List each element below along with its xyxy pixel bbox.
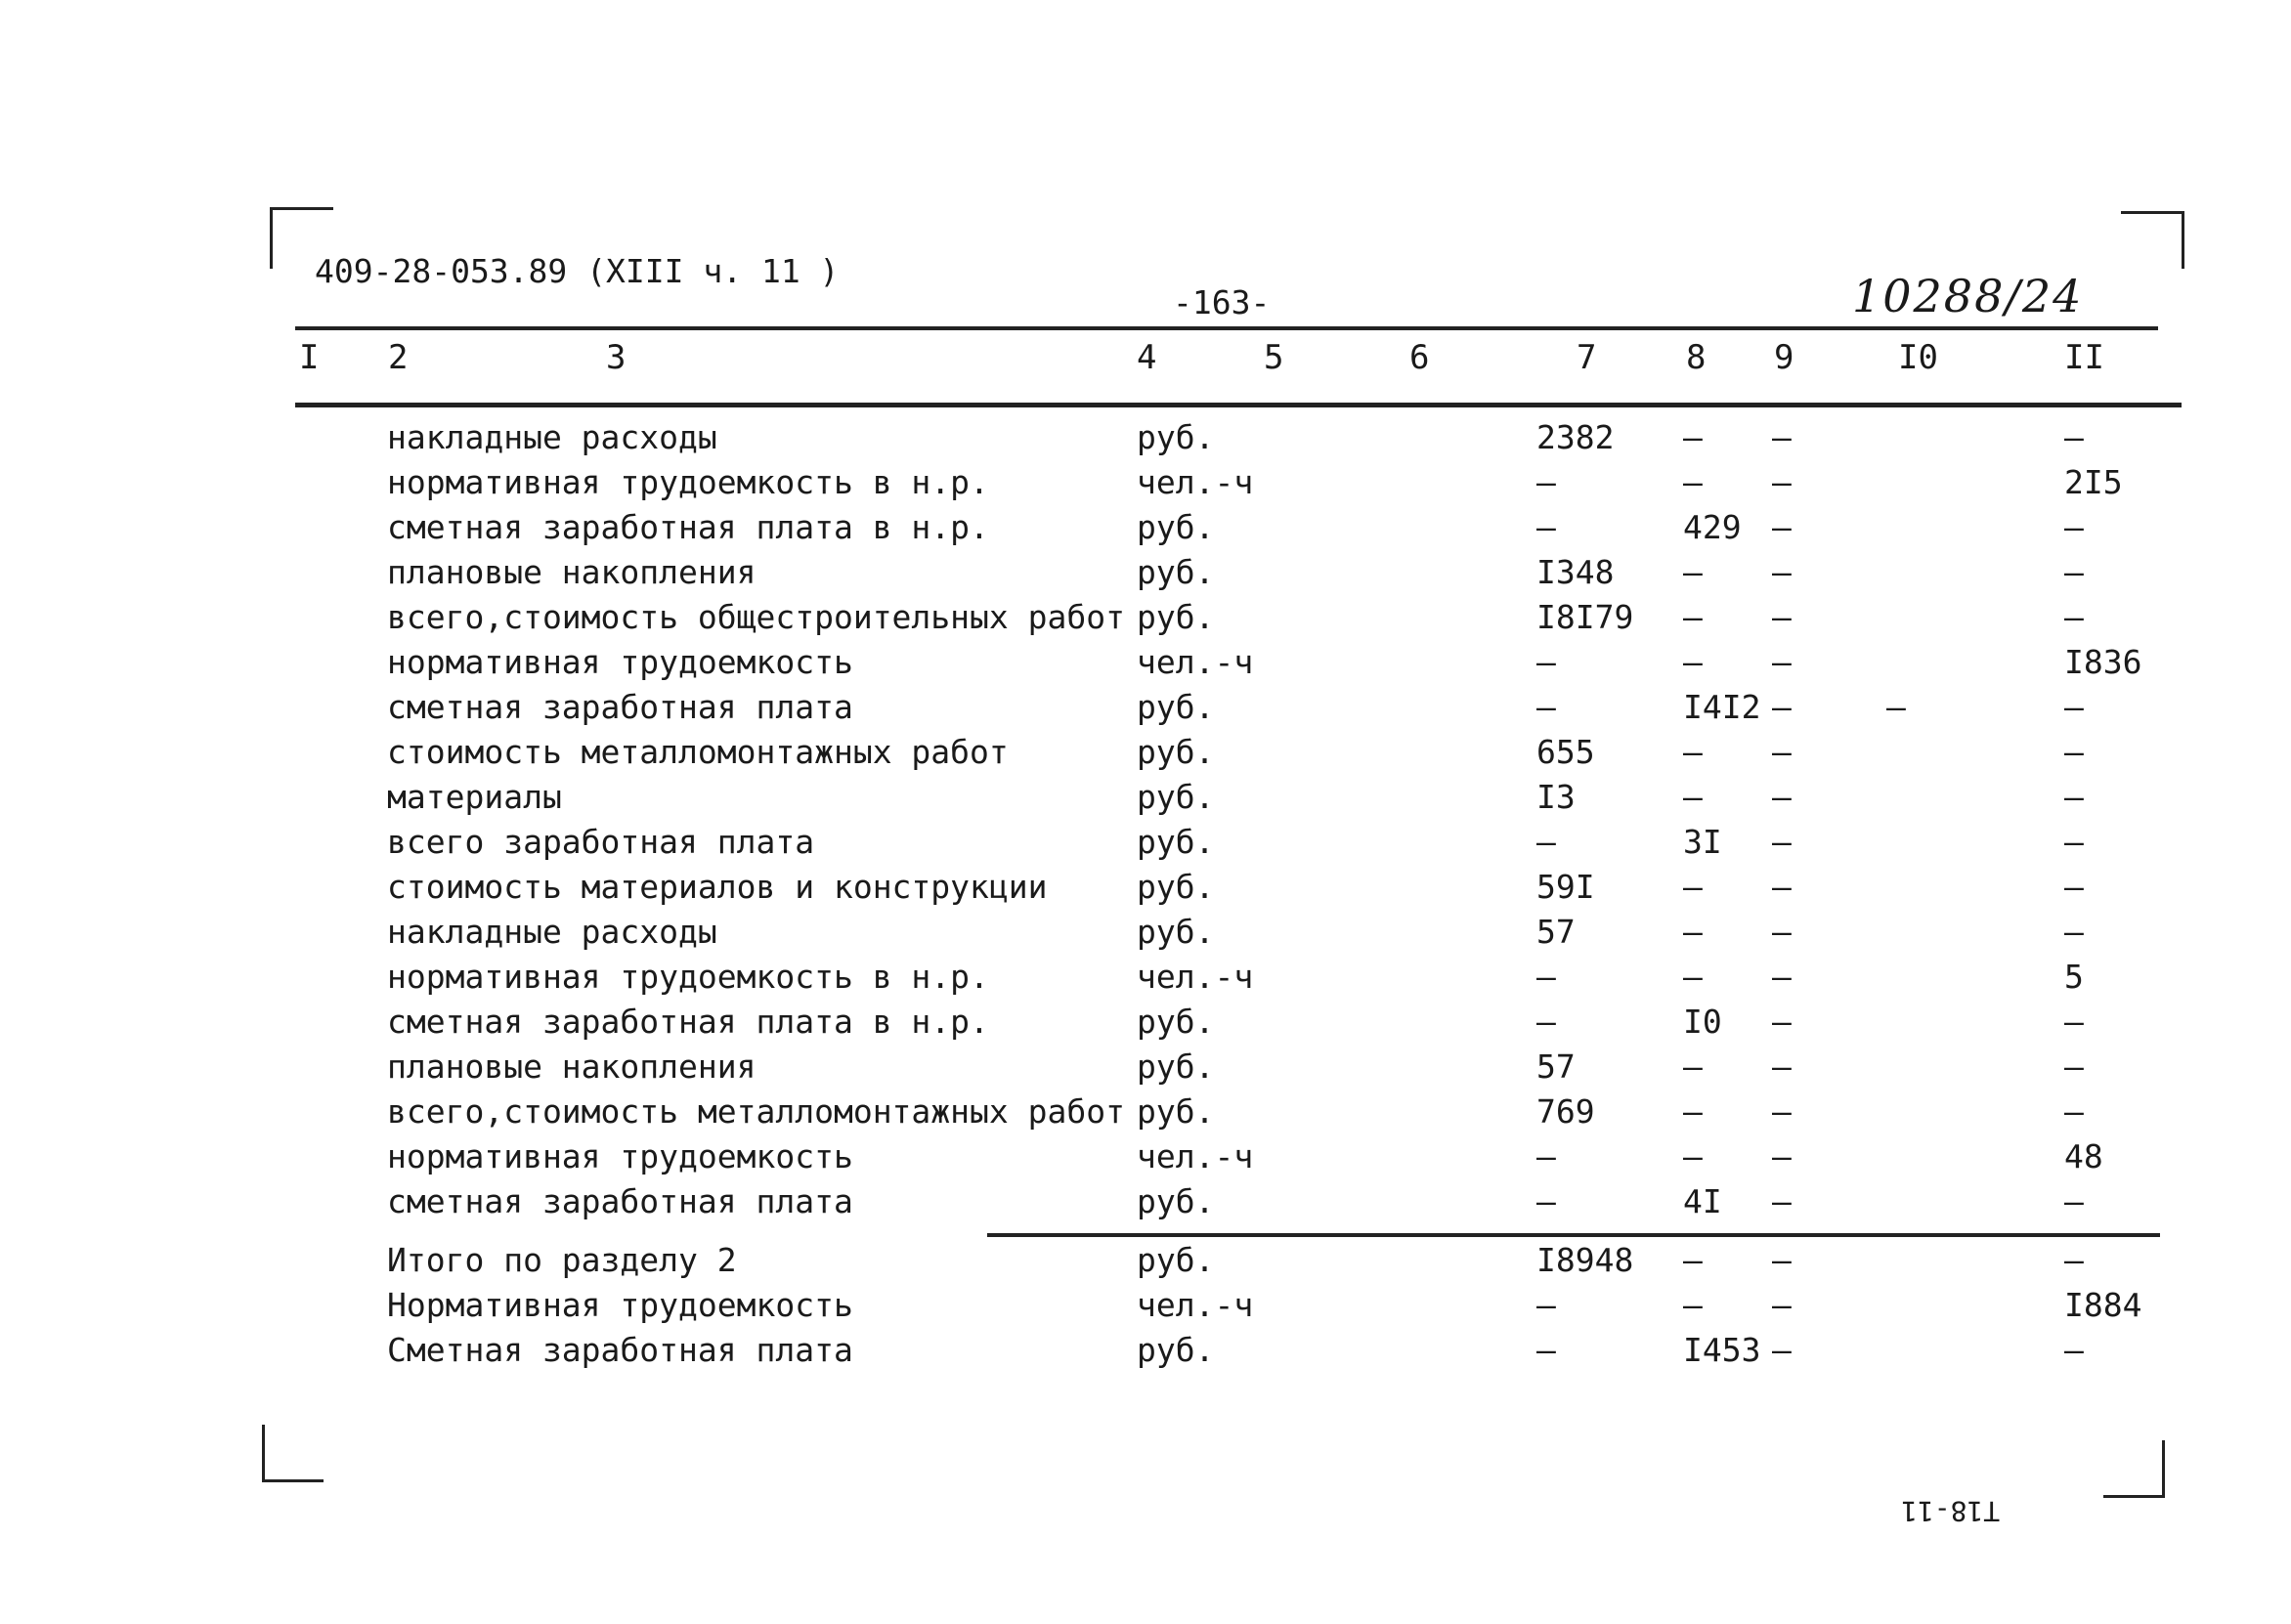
- row-unit: руб.: [1137, 1331, 1215, 1369]
- row-col-7: 2382: [1536, 418, 1615, 456]
- row-col-8: –: [1683, 1092, 1703, 1131]
- row-name: накладные расходы: [387, 418, 717, 456]
- table-row: [0, 1047, 2291, 1092]
- row-unit: чел.-ч: [1137, 1286, 1254, 1324]
- row-col-8: –: [1683, 778, 1703, 816]
- row-col-7: –: [1536, 1286, 1556, 1324]
- table-row: [0, 1137, 2291, 1182]
- row-col-8: –: [1683, 958, 1703, 996]
- row-col-9: –: [1772, 1003, 1792, 1041]
- row-unit: чел.-ч: [1137, 463, 1254, 501]
- row-unit: чел.-ч: [1137, 643, 1254, 681]
- table-row: [0, 508, 2291, 553]
- row-col-9: –: [1772, 553, 1792, 591]
- row-col-11: 5: [2064, 958, 2084, 996]
- row-name: плановые накопления: [387, 1047, 756, 1086]
- row-col-8: I453: [1683, 1331, 1761, 1369]
- table-row: [0, 913, 2291, 958]
- table-row: [0, 733, 2291, 778]
- row-col-8: –: [1683, 733, 1703, 771]
- page-number: -163-: [1173, 283, 1271, 321]
- row-unit: руб.: [1137, 733, 1215, 771]
- row-col-7: 57: [1536, 1047, 1576, 1086]
- row-name: нормативная трудоемкость в н.р.: [387, 463, 989, 501]
- row-name: нормативная трудоемкость в н.р.: [387, 958, 989, 996]
- row-unit: руб.: [1137, 823, 1215, 861]
- row-col-11: –: [2064, 418, 2084, 456]
- row-col-11: –: [2064, 1182, 2084, 1220]
- row-name: сметная заработная плата: [387, 1182, 853, 1220]
- row-col-7: 57: [1536, 913, 1576, 951]
- row-name: сметная заработная плата в н.р.: [387, 508, 989, 546]
- row-col-11: –: [2064, 778, 2084, 816]
- row-unit: чел.-ч: [1137, 1137, 1254, 1175]
- row-col-8: –: [1683, 1137, 1703, 1175]
- row-unit: руб.: [1137, 1092, 1215, 1131]
- row-col-9: –: [1772, 1047, 1792, 1086]
- row-col-7: –: [1536, 1137, 1556, 1175]
- table-row: [0, 778, 2291, 823]
- column-header: 7: [1577, 338, 1597, 377]
- corner-mark-top-right: [2121, 211, 2184, 269]
- archive-number: 10288/24: [1852, 270, 2084, 322]
- corner-mark-bottom-right: [2103, 1440, 2165, 1498]
- row-name: материалы: [387, 778, 562, 816]
- corner-mark-bottom-left: [262, 1425, 324, 1482]
- row-col-7: I3: [1536, 778, 1576, 816]
- table-row: [0, 1182, 2291, 1227]
- table-top-rule: [295, 326, 2158, 330]
- row-unit: чел.-ч: [1137, 958, 1254, 996]
- row-col-7: –: [1536, 508, 1556, 546]
- row-col-8: 3I: [1683, 823, 1722, 861]
- row-col-11: –: [2064, 553, 2084, 591]
- table-row: [0, 598, 2291, 643]
- row-col-8: –: [1683, 598, 1703, 636]
- row-col-7: –: [1536, 1331, 1556, 1369]
- row-col-9: –: [1772, 1241, 1792, 1279]
- table-row: [0, 553, 2291, 598]
- row-col-11: –: [2064, 913, 2084, 951]
- row-col-9: –: [1772, 1286, 1792, 1324]
- row-unit: руб.: [1137, 598, 1215, 636]
- row-col-11: –: [2064, 508, 2084, 546]
- table-row: [0, 643, 2291, 688]
- row-col-11: –: [2064, 733, 2084, 771]
- row-col-7: –: [1536, 958, 1556, 996]
- row-col-7: I348: [1536, 553, 1615, 591]
- table-row: [0, 1003, 2291, 1047]
- row-col-8: 429: [1683, 508, 1742, 546]
- row-col-11: –: [2064, 1331, 2084, 1369]
- row-col-7: –: [1536, 1182, 1556, 1220]
- row-unit: руб.: [1137, 508, 1215, 546]
- table-row: [0, 868, 2291, 913]
- row-col-8: –: [1683, 868, 1703, 906]
- row-col-11: –: [2064, 688, 2084, 726]
- totals-row: [0, 1241, 2291, 1286]
- row-col-8: –: [1683, 1286, 1703, 1324]
- row-col-9: –: [1772, 1331, 1792, 1369]
- row-col-7: I8I79: [1536, 598, 1634, 636]
- row-name: нормативная трудоемкость: [387, 1137, 853, 1175]
- row-col-11: –: [2064, 1092, 2084, 1131]
- row-col-11: 48: [2064, 1137, 2103, 1175]
- row-col-7: –: [1536, 823, 1556, 861]
- column-header: 8: [1686, 338, 1707, 377]
- table-header-rule: [295, 403, 2182, 407]
- table-row: [0, 823, 2291, 868]
- row-unit: руб.: [1137, 913, 1215, 951]
- row-col-9: –: [1772, 598, 1792, 636]
- row-col-8: –: [1683, 643, 1703, 681]
- row-name: Нормативная трудоемкость: [387, 1286, 853, 1324]
- row-name: Сметная заработная плата: [387, 1331, 853, 1369]
- row-col-9: –: [1772, 688, 1792, 726]
- row-col-9: –: [1772, 418, 1792, 456]
- column-header: I: [299, 338, 320, 377]
- row-col-8: –: [1683, 418, 1703, 456]
- row-col-9: –: [1772, 913, 1792, 951]
- table-row: [0, 1092, 2291, 1137]
- row-unit: руб.: [1137, 418, 1215, 456]
- row-col-8: I4I2: [1683, 688, 1761, 726]
- column-header: 6: [1409, 338, 1430, 377]
- totals-row: [0, 1331, 2291, 1376]
- row-col-7: 655: [1536, 733, 1595, 771]
- row-col-9: –: [1772, 463, 1792, 501]
- row-unit: руб.: [1137, 1241, 1215, 1279]
- row-col-11: –: [2064, 823, 2084, 861]
- row-col-8: I0: [1683, 1003, 1722, 1041]
- row-col-11: –: [2064, 1047, 2084, 1086]
- row-col-11: 2I5: [2064, 463, 2123, 501]
- row-col-7: –: [1536, 1003, 1556, 1041]
- row-unit: руб.: [1137, 1003, 1215, 1041]
- table-row: [0, 463, 2291, 508]
- row-unit: руб.: [1137, 778, 1215, 816]
- row-unit: руб.: [1137, 553, 1215, 591]
- row-col-7: I8948: [1536, 1241, 1634, 1279]
- table-row: [0, 688, 2291, 733]
- column-header: II: [2064, 338, 2104, 377]
- row-col-11: I836: [2064, 643, 2142, 681]
- section-total-rule: [987, 1233, 2160, 1237]
- row-name: плановые накопления: [387, 553, 756, 591]
- row-col-8: –: [1683, 913, 1703, 951]
- row-col-9: –: [1772, 868, 1792, 906]
- row-col-10: –: [1886, 688, 1906, 726]
- column-header: I0: [1898, 338, 1938, 377]
- row-col-11: –: [2064, 1003, 2084, 1041]
- row-col-9: –: [1772, 1182, 1792, 1220]
- totals-row: [0, 1286, 2291, 1331]
- column-header: 9: [1774, 338, 1794, 377]
- row-col-11: –: [2064, 1241, 2084, 1279]
- row-name: сметная заработная плата в н.р.: [387, 1003, 989, 1041]
- footer-stamp: T18-11: [1901, 1495, 2001, 1527]
- column-header: 5: [1264, 338, 1284, 377]
- row-unit: руб.: [1137, 868, 1215, 906]
- column-header: 2: [388, 338, 409, 377]
- row-col-8: 4I: [1683, 1182, 1722, 1220]
- row-unit: руб.: [1137, 688, 1215, 726]
- document-code: 409-28-053.89 (XIII ч. 11 ): [315, 252, 840, 290]
- row-col-11: –: [2064, 868, 2084, 906]
- row-col-7: –: [1536, 463, 1556, 501]
- row-col-9: –: [1772, 733, 1792, 771]
- row-name: Итого по разделу 2: [387, 1241, 737, 1279]
- row-col-9: –: [1772, 1137, 1792, 1175]
- row-col-9: –: [1772, 508, 1792, 546]
- row-col-8: –: [1683, 1241, 1703, 1279]
- table-row: [0, 958, 2291, 1003]
- row-name: всего,стоимость металломонтажных работ: [387, 1092, 1125, 1131]
- row-col-11: I884: [2064, 1286, 2142, 1324]
- row-col-7: –: [1536, 688, 1556, 726]
- row-col-8: –: [1683, 1047, 1703, 1086]
- row-name: нормативная трудоемкость: [387, 643, 853, 681]
- row-unit: руб.: [1137, 1182, 1215, 1220]
- row-col-9: –: [1772, 778, 1792, 816]
- table-row: [0, 418, 2291, 463]
- row-name: стоимость металломонтажных работ: [387, 733, 1009, 771]
- row-name: сметная заработная плата: [387, 688, 853, 726]
- row-col-9: –: [1772, 643, 1792, 681]
- row-col-11: –: [2064, 598, 2084, 636]
- column-header: 3: [606, 338, 627, 377]
- row-col-9: –: [1772, 1092, 1792, 1131]
- row-col-8: –: [1683, 463, 1703, 501]
- row-col-8: –: [1683, 553, 1703, 591]
- row-name: накладные расходы: [387, 913, 717, 951]
- row-col-7: 59I: [1536, 868, 1595, 906]
- row-col-9: –: [1772, 823, 1792, 861]
- row-name: всего заработная плата: [387, 823, 815, 861]
- row-name: стоимость материалов и конструкции: [387, 868, 1048, 906]
- row-col-7: –: [1536, 643, 1556, 681]
- column-header: 4: [1137, 338, 1157, 377]
- row-col-9: –: [1772, 958, 1792, 996]
- row-name: всего,стоимость общестроительных работ: [387, 598, 1125, 636]
- row-unit: руб.: [1137, 1047, 1215, 1086]
- row-col-7: 769: [1536, 1092, 1595, 1131]
